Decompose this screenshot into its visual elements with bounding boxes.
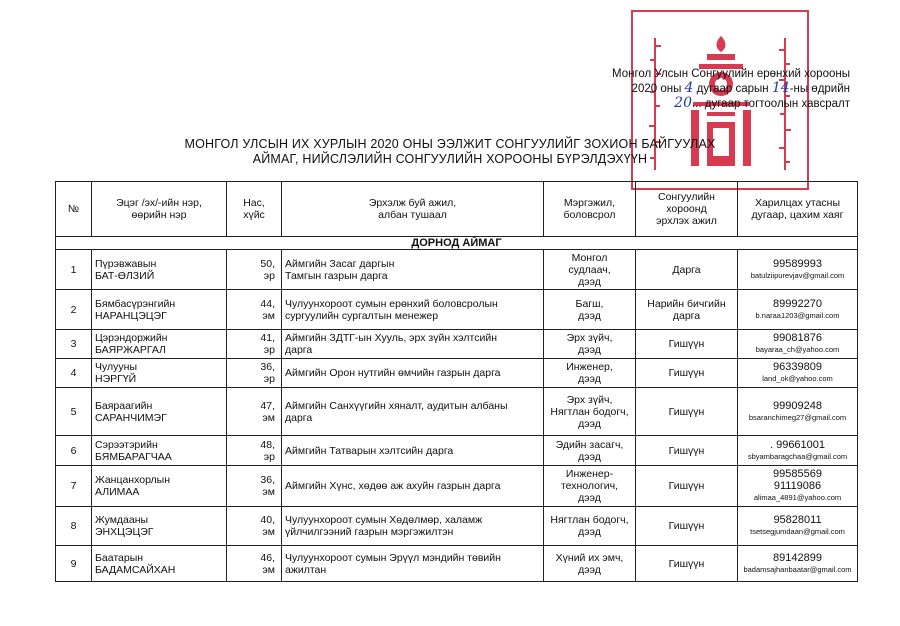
cell-committee-role: Дарга (636, 250, 738, 290)
cell-name: Сэрээтэрийн БЯМБАРАГЧАА (92, 436, 227, 466)
cell-job: Аймгийн Засаг даргын Тамгын газрын дарга (282, 250, 544, 290)
cell-name: Чулууны НЭРГҮЙ (92, 359, 227, 388)
cell-age-sex: 47, эм (227, 388, 282, 436)
table-header-row (56, 182, 858, 237)
email-address: alimaa_4891@yahoo.com (753, 493, 842, 502)
cell-contact (738, 330, 858, 359)
email-address: badamsajhanbaatar@gmail.com (743, 564, 852, 574)
cell-age-sex: 46, эм (227, 546, 282, 582)
cell-profession: Инженер- технологич, дээд (544, 466, 636, 507)
table-row (56, 466, 858, 507)
cell-profession: Багш, дээд (544, 290, 636, 330)
cell-name: Пүрэвжавын БАТ-ӨЛЗИЙ (92, 250, 227, 290)
cell-name: Баатарын БАДАМСАЙХАН (92, 546, 227, 582)
handwritten-day: 14 (771, 80, 790, 96)
phone-number: 99909248 (773, 399, 822, 412)
cell-committee-role: Нарийн бичгийн дарга (636, 290, 738, 330)
header-name: Эцэг /эх/-ийн нэр, өөрийн нэр (92, 182, 227, 237)
cell-name: Бямбасүрэнгийн НАРАНЦЭЦЭГ (92, 290, 227, 330)
cell-committee-role: Гишүүн (636, 330, 738, 359)
approval-year: 2020 оны (631, 83, 682, 95)
cell-number: 9 (56, 546, 92, 582)
cell-name: Жанцанхорлын АЛИМАА (92, 466, 227, 507)
cell-job: Аймгийн Татварын хэлтсийн дарга (282, 436, 544, 466)
title-line-1: МОНГОЛ УЛСЫН ИХ ХУРЛЫН 2020 ОНЫ ЭЭЛЖИТ СОНГУУЛИЙГ ЗОХИОН БАЙГУУЛАХ (184, 137, 716, 151)
table-row (56, 359, 858, 388)
cell-age-sex: 41, эр (227, 330, 282, 359)
email-address: batulziipurevjav@gmail.com (750, 270, 845, 280)
approval-resolution-label: ... дугаар тогтоолын хавсралт (691, 98, 850, 110)
cell-name: Цэрэндоржийн БАЯРЖАРГАЛ (92, 330, 227, 359)
table-row (56, 507, 858, 546)
section-row (56, 237, 858, 250)
header-job: Эрхэлж буй ажил, албан тушаал (282, 182, 544, 237)
cell-contact (738, 359, 858, 388)
cell-contact (738, 290, 858, 330)
cell-committee-role: Гишүүн (636, 359, 738, 388)
table-row (56, 546, 858, 582)
table-row (56, 250, 858, 290)
cell-name: Баяраагийн САРАНЧИМЭГ (92, 388, 227, 436)
cell-profession: Нягтлан бодогч, дээд (544, 507, 636, 546)
document-title (0, 137, 900, 167)
cell-age-sex: 48, эр (227, 436, 282, 466)
cell-age-sex: 40, эм (227, 507, 282, 546)
cell-contact (738, 507, 858, 546)
email-address: bayaraa_ch@yahoo.com (755, 345, 840, 354)
section-title: ДОРНОД АЙМАГ (56, 237, 858, 250)
cell-number: 7 (56, 466, 92, 507)
cell-committee-role: Гишүүн (636, 388, 738, 436)
approval-month-label: дугаар сарын (696, 83, 769, 95)
cell-number: 1 (56, 250, 92, 290)
cell-committee-role: Гишүүн (636, 466, 738, 507)
cell-number: 2 (56, 290, 92, 330)
table-row (56, 290, 858, 330)
cell-profession: Монгол судлаач, дээд (544, 250, 636, 290)
phone-number: 95828011 (773, 514, 822, 526)
cell-number: 6 (56, 436, 92, 466)
phone-number: 89992270 (773, 297, 822, 310)
cell-age-sex: 50, эр (227, 250, 282, 290)
table-row (56, 330, 858, 359)
cell-committee-role: Гишүүн (636, 436, 738, 466)
cell-contact (738, 466, 858, 507)
header-contact: Харилцах утасны дугаар, цахим хаяг (738, 182, 858, 237)
cell-number: 3 (56, 330, 92, 359)
cell-job: Аймгийн ЗДТГ-ын Хууль, эрх зүйн хэлтсийн дарга (282, 330, 544, 359)
cell-number: 5 (56, 388, 92, 436)
cell-number: 4 (56, 359, 92, 388)
approval-day-label: -ны өдрийн (789, 83, 850, 95)
cell-age-sex: 36, эр (227, 359, 282, 388)
cell-job: Аймгийн Хүнс, хөдөө аж ахуйн газрын дарга (282, 466, 544, 507)
cell-number: 8 (56, 507, 92, 546)
email-address: sbyambaragchaa@gmail.com (747, 451, 848, 461)
handwritten-month: 4 (684, 80, 694, 96)
header-profession: Мэргэжил, боловсрол (544, 182, 636, 237)
phone-number: 99081876 (773, 332, 822, 344)
email-address: tsetsegjumdaan@gmail.com (750, 527, 845, 536)
cell-job: Аймгийн Санхүүгийн хяналт, аудитын албаны дарга (282, 388, 544, 436)
header-number: № (56, 182, 92, 237)
cell-job: Аймгийн Орон нутгийн өмчийн газрын дарга (282, 359, 544, 388)
cell-contact (738, 250, 858, 290)
email-address: b.naraa1203@gmail.com (755, 310, 840, 320)
approval-line-3 (612, 96, 850, 111)
approval-reference (612, 67, 850, 111)
cell-age-sex: 36, эм (227, 466, 282, 507)
approval-line-2 (612, 81, 850, 96)
phone-number: . 99661001 (769, 438, 826, 451)
approval-line-1: Монгол Улсын Сонгуулийн ерөнхий хорооны (611, 68, 850, 80)
title-line-2: АЙМАГ, НИЙСЛЭЛИЙН СОНГУУЛИЙН ХОРООНЫ БҮРЭЛДЭХҮҮН (252, 152, 648, 166)
cell-contact (738, 546, 858, 582)
header-committee-role: Сонгуулийн хороонд эрхлэх ажил (636, 182, 738, 237)
cell-profession: Эрх зүйч, дээд (544, 330, 636, 359)
cell-profession: Хүний их эмч, дээд (544, 546, 636, 582)
cell-name: Жумдааны ЭНХЦЭЦЭГ (92, 507, 227, 546)
email-address: land_ok@yahoo.com (762, 374, 833, 383)
cell-job: Чулуунхороот сумын ерөнхий боловсролын сургуулийн сургалтын менежер (282, 290, 544, 330)
table-row (56, 388, 858, 436)
header-age-sex: Нас, хүйс (227, 182, 282, 237)
email-address: bsaranchimeg27@gmail.com (748, 412, 847, 422)
cell-job: Чулуунхороот сумын Эрүүл мэндийн төвийн ажилтан (282, 546, 544, 582)
cell-age-sex: 44, эм (227, 290, 282, 330)
cell-contact (738, 436, 858, 466)
cell-profession: Эрх зүйч, Нягтлан бодогч, дээд (544, 388, 636, 436)
phone-number: 99589993 (773, 257, 822, 270)
phone-number: 96339809 (773, 361, 822, 373)
handwritten-resolution-number: 20 (674, 95, 692, 111)
phone-number: 99585569 91119086 (773, 468, 822, 492)
cell-committee-role: Гишүүн (636, 507, 738, 546)
cell-contact (738, 388, 858, 436)
table-row (56, 436, 858, 466)
cell-job: Чулуунхороот сумын Хөдөлмөр, халамж үйлчилгээний газрын мэргэжилтэн (282, 507, 544, 546)
phone-number: 89142899 (773, 551, 822, 564)
cell-profession: Эдийн засагч, дээд (544, 436, 636, 466)
cell-profession: Инженер, дээд (544, 359, 636, 388)
committee-members-table (55, 181, 858, 582)
cell-committee-role: Гишүүн (636, 546, 738, 582)
